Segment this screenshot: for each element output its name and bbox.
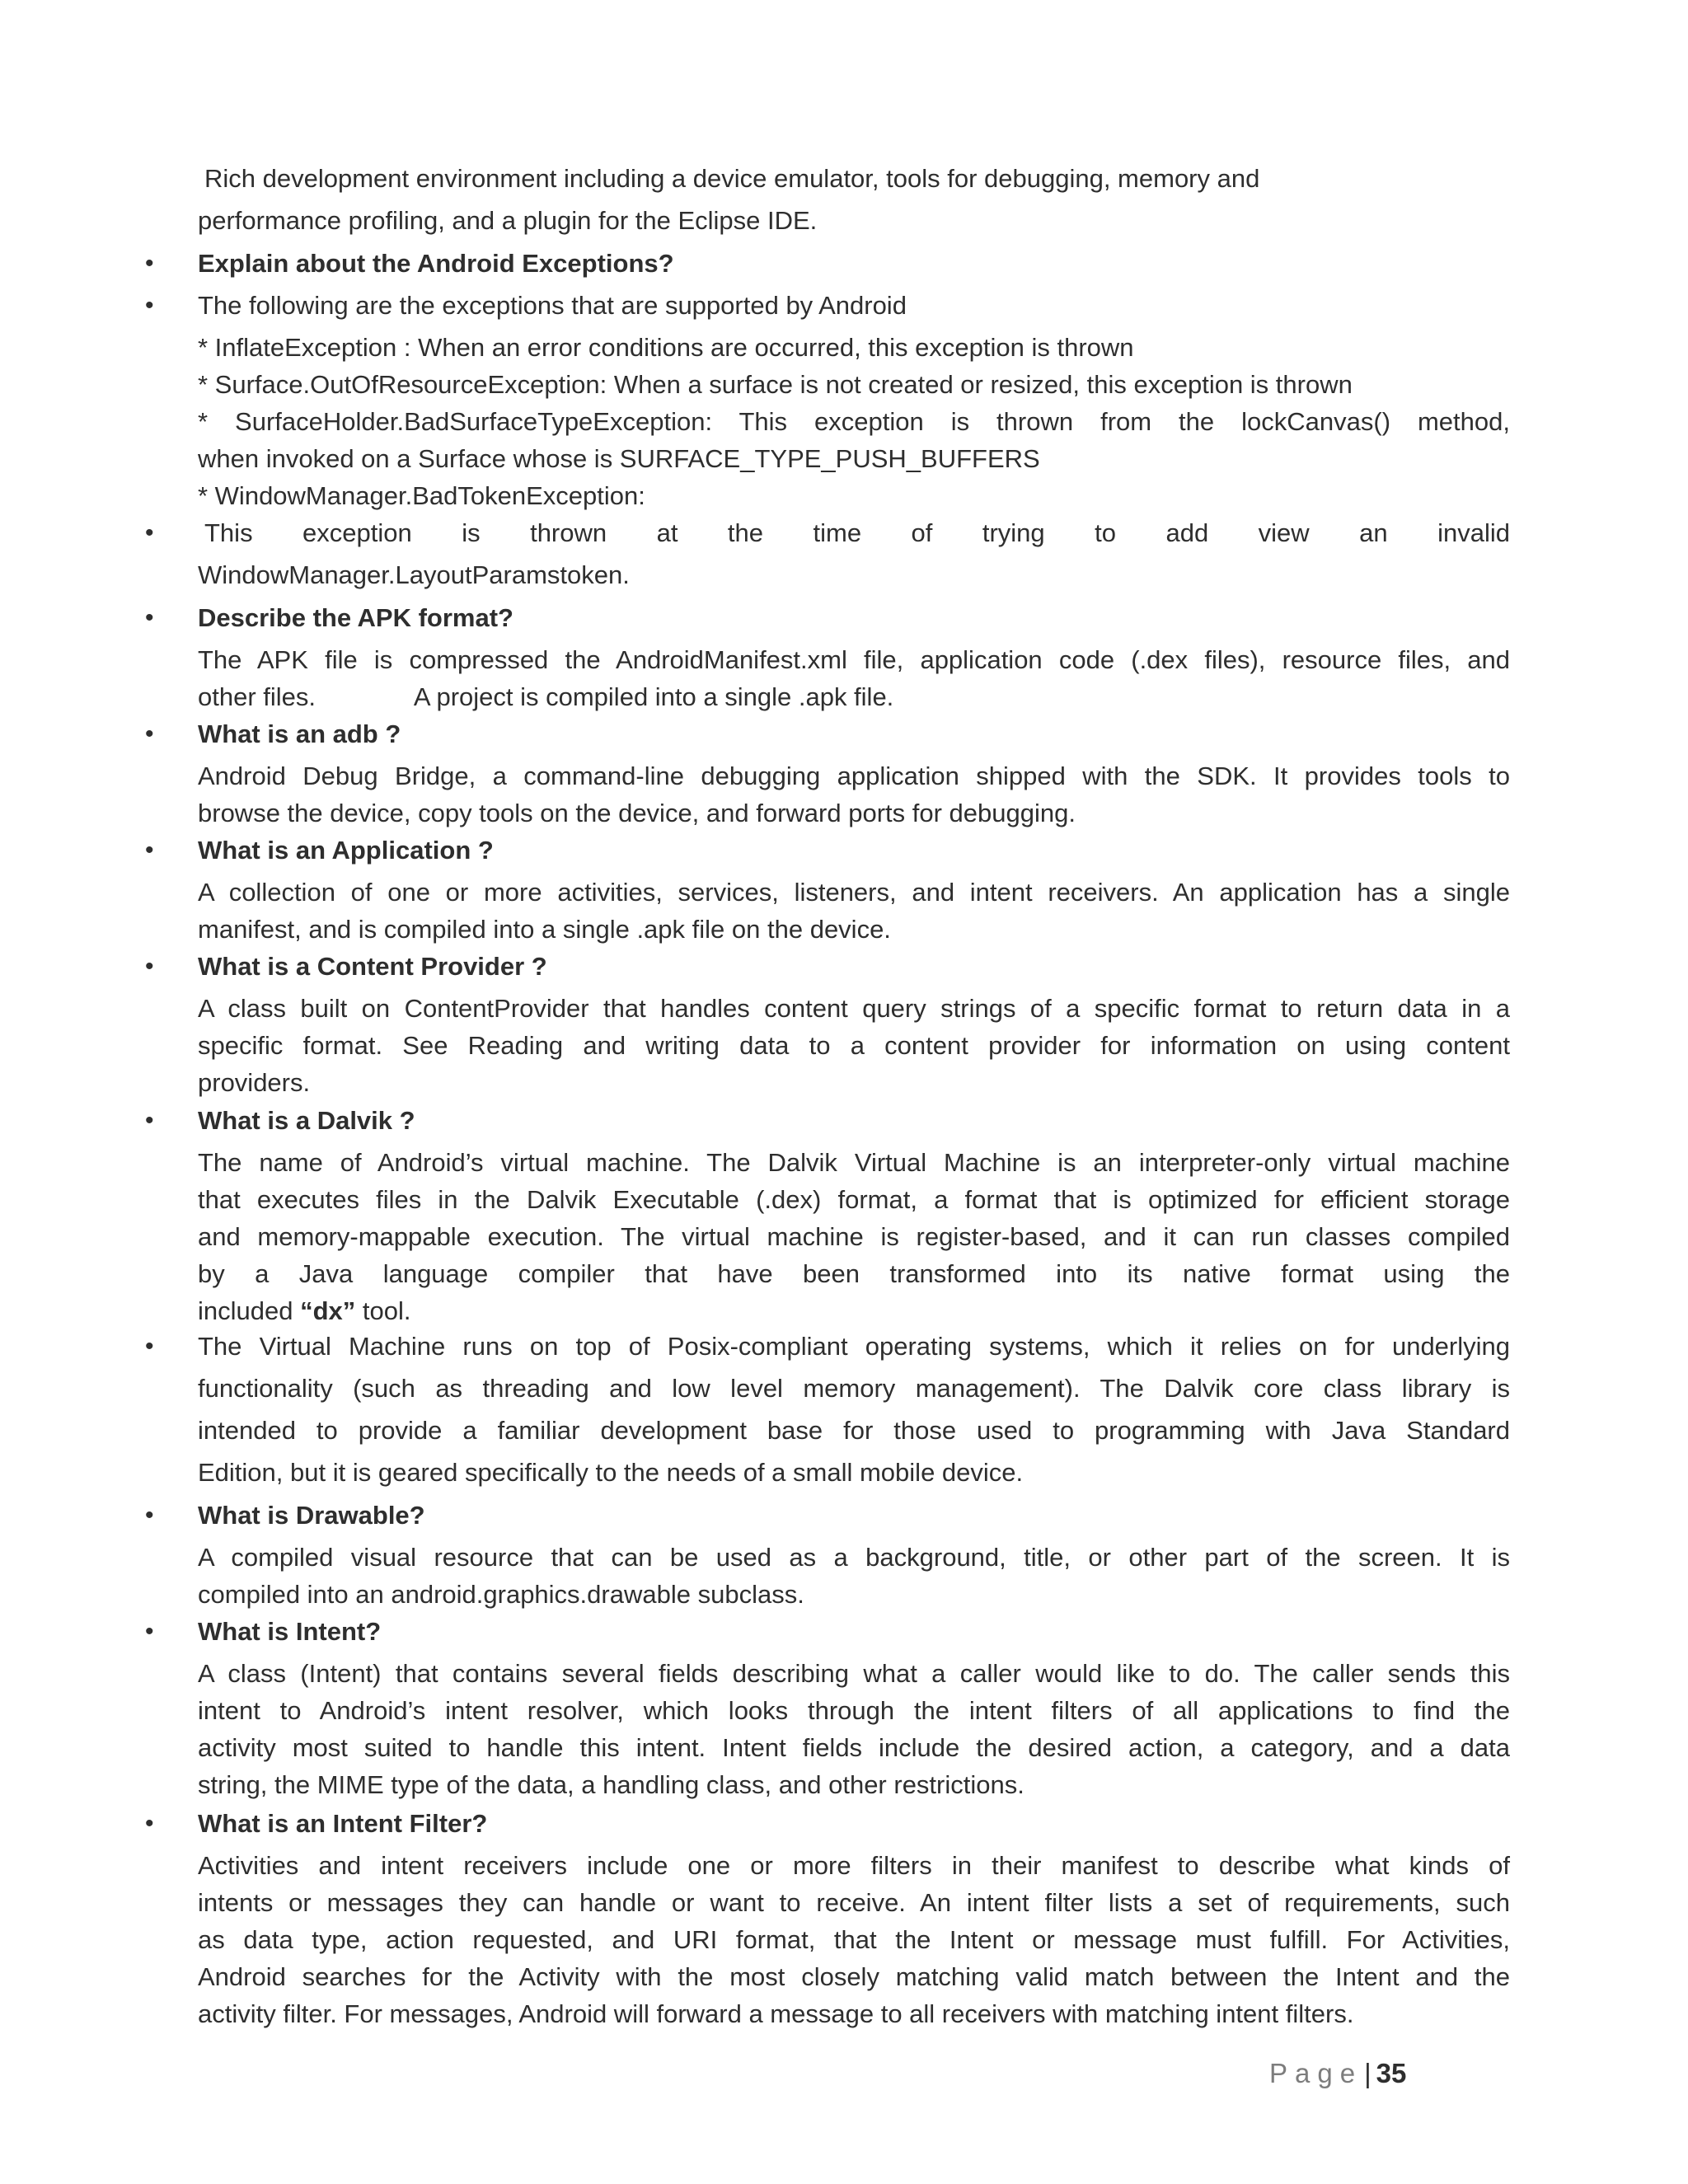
page-footer bbox=[1269, 2057, 1406, 2090]
body-text-line: intents or messages they can handle or want to receive. An intent filter lists a set of requirements, such bbox=[198, 1888, 1510, 1917]
body-text-line: Activities and intent receivers include one or more filters in their manifest to describe what kinds of bbox=[198, 1851, 1510, 1880]
question-heading: What is an Intent Filter? bbox=[198, 1809, 488, 1838]
body-text-line: other files. A project is compiled into a single .apk file. bbox=[198, 682, 894, 711]
body-text-line: by a Java language compiler that have been transformed into its native format using the bbox=[198, 1259, 1510, 1288]
body-text-line: * SurfaceHolder.BadSurfaceTypeException: This exception is thrown from the lockCanvas() method, bbox=[198, 407, 1510, 436]
inline-bold-term: “dx” bbox=[300, 1296, 356, 1325]
question-heading: What is Intent? bbox=[198, 1617, 382, 1646]
body-text-line: WindowManager.LayoutParamstoken. bbox=[198, 560, 630, 589]
question-heading: Explain about the Android Exceptions? bbox=[198, 249, 674, 278]
body-text-line: that executes files in the Dalvik Executable (.dex) format, a format that is optimized for efficient storage bbox=[198, 1185, 1510, 1214]
body-text-line: intended to provide a familiar development base for those used to programming with Java Standard bbox=[198, 1416, 1510, 1445]
page-label: Page bbox=[1269, 2058, 1363, 2088]
question-heading: What is an Application ? bbox=[198, 836, 494, 865]
body-text-line: and memory-mappable execution. The virtual machine is register-based, and it can run classes compiled bbox=[198, 1222, 1510, 1251]
question-heading: What is Drawable? bbox=[198, 1501, 425, 1530]
body-text-line: The name of Android’s virtual machine. The Dalvik Virtual Machine is an interpreter-only virtual machine bbox=[198, 1148, 1510, 1177]
question-heading: What is an adb ? bbox=[198, 719, 401, 748]
inline-text: tool. bbox=[362, 1296, 411, 1325]
body-text-line: intent to Android’s intent resolver, which looks through the intent filters of all applications to find the bbox=[198, 1696, 1510, 1725]
bullet: • bbox=[145, 292, 154, 319]
bullet: • bbox=[145, 1810, 154, 1837]
body-text-line: compiled into an android.graphics.drawable subclass. bbox=[198, 1580, 804, 1609]
body-text-line: Android searches for the Activity with the most closely matching valid match between the Intent and the bbox=[198, 1962, 1510, 1991]
bullet: • bbox=[145, 604, 154, 631]
footer-separator: | bbox=[1364, 2058, 1372, 2088]
body-text-line: The Virtual Machine runs on top of Posix-compliant operating systems, which it relies on for underlying bbox=[198, 1332, 1510, 1361]
body-text-line: Edition, but it is geared specifically to the needs of a small mobile device. bbox=[198, 1458, 1024, 1487]
bullet: • bbox=[145, 1502, 154, 1529]
bullet: • bbox=[145, 720, 154, 748]
bullet: • bbox=[145, 837, 154, 864]
body-text-line: A class built on ContentProvider that handles content query strings of a specific format to return data in a bbox=[198, 994, 1510, 1023]
body-text-line: manifest, and is compiled into a single .apk file on the device. bbox=[198, 915, 891, 944]
body-text-line: string, the MIME type of the data, a handling class, and other restrictions. bbox=[198, 1770, 1025, 1799]
bullet: • bbox=[145, 1107, 154, 1134]
body-text-line bbox=[198, 1295, 1510, 1328]
body-text-line: performance profiling, and a plugin for the Eclipse IDE. bbox=[198, 206, 818, 235]
body-text-line: * Surface.OutOfResourceException: When a surface is not created or resized, this exception is thrown bbox=[198, 370, 1353, 399]
body-text-line: activity filter. For messages, Android will forward a message to all receivers with matching intent filters. bbox=[198, 1999, 1354, 2028]
bullet: • bbox=[145, 250, 154, 277]
inline-text: included bbox=[198, 1296, 293, 1325]
body-text-line: A compiled visual resource that can be used as a background, title, or other part of the screen. It is bbox=[198, 1543, 1510, 1572]
body-text-line: Android Debug Bridge, a command-line debugging application shipped with the SDK. It provides tools to bbox=[198, 762, 1510, 790]
body-text-line: The APK file is compressed the AndroidManifest.xml file, application code (.dex files), resource files, and bbox=[198, 645, 1510, 674]
bullet: • bbox=[145, 1618, 154, 1645]
body-text-line: A collection of one or more activities, services, listeners, and intent receivers. An application has a single bbox=[198, 878, 1510, 907]
bullet: • bbox=[145, 519, 154, 546]
body-text-line: specific format. See Reading and writing data to a content provider for information on using content bbox=[198, 1031, 1510, 1060]
body-text-line: activity most suited to handle this intent. Intent fields include the desired action, a category, and a data bbox=[198, 1733, 1510, 1762]
body-text-line: functionality (such as threading and low level memory management). The Dalvik core class library is bbox=[198, 1374, 1510, 1403]
body-text-line: providers. bbox=[198, 1068, 311, 1097]
body-text-line: The following are the exceptions that are supported by Android bbox=[198, 291, 907, 320]
page-number: 35 bbox=[1376, 2058, 1407, 2088]
body-text-line: when invoked on a Surface whose is SURFACE_TYPE_PUSH_BUFFERS bbox=[198, 444, 1040, 473]
body-text-line: Rich development environment including a device emulator, tools for debugging, memory and bbox=[204, 164, 1260, 193]
bullet: • bbox=[145, 953, 154, 980]
body-text-line: as data type, action requested, and URI format, that the Intent or message must fulfill. For Activities, bbox=[198, 1925, 1510, 1954]
bullet: • bbox=[145, 1333, 154, 1360]
body-text-line: This exception is thrown at the time of trying to add view an invalid bbox=[204, 518, 1510, 547]
question-heading: What is a Content Provider ? bbox=[198, 952, 547, 981]
question-heading: Describe the APK format? bbox=[198, 603, 513, 632]
body-text-line: * WindowManager.BadTokenException: bbox=[198, 481, 645, 510]
body-text-line: browse the device, copy tools on the device, and forward ports for debugging. bbox=[198, 799, 1076, 827]
question-heading: What is a Dalvik ? bbox=[198, 1106, 415, 1135]
body-text-line: A class (Intent) that contains several fields describing what a caller would like to do. The caller sends this bbox=[198, 1659, 1510, 1688]
body-text-line: * InflateException : When an error conditions are occurred, this exception is thrown bbox=[198, 333, 1134, 362]
